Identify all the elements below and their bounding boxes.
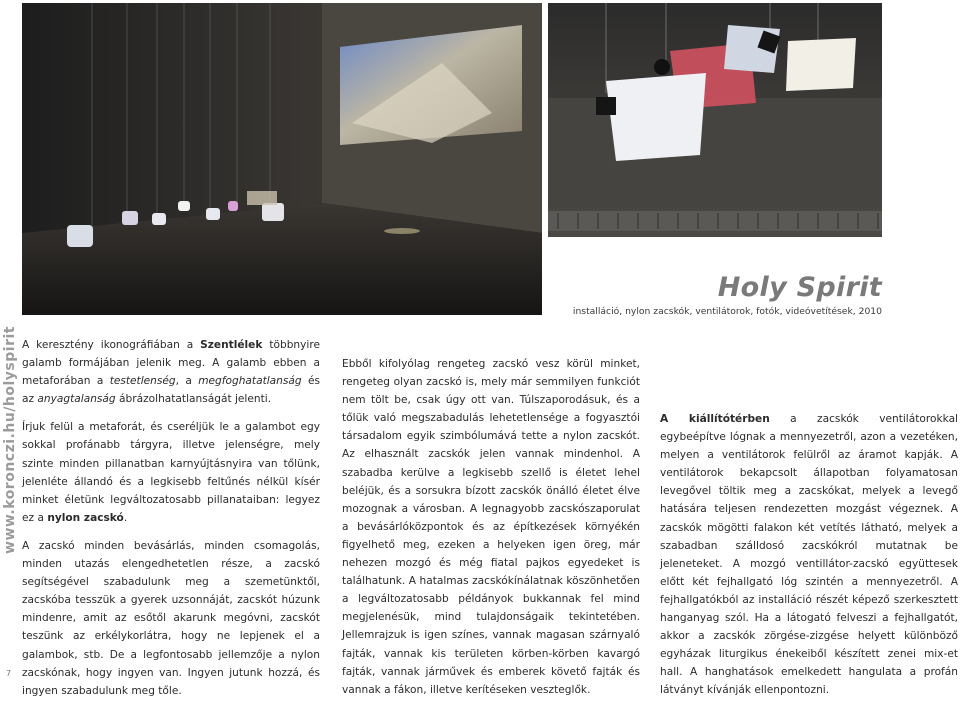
text-run: a zacskók ventilátorokkal egybeépítve lógnak a mennyezetről, azon a vezetéken, melyen a ventilátorok felülről az áramot kapják. A ventilátorok bekapcsolt állapotban folyamatosan levegővel töltik meg a zacskókat, melyek a levegő hatására teljesen rendezetten mozgást végeznek. A zacskók mögötti falakon két vetítés látható, melyek a szabadban szálldosó zacskókról mutatnak be jeleneteket. A mozgó ventillátor-zacskó együttesek előtt két fejhallgató lóg szintén a mennyezetről. A fejhallgatókból az installáció részét képező szerkesztett hanganyag szól. Ha a látogató felveszi a fejhallgatót, akkor a zacskók zörgése-zizgése helyett különböző egyházak liturgikus énekeiből készített zenei mix-et hall. A hanghatások emelkedett hangulata a profán látványt kívánják ellenpontozni. [660, 413, 959, 697]
paragraph-bag-uses: A zacskó minden bevásárlás, minden csomagolás, minden utazás elengedhetetlen része, a zacskó segítségével szabadulunk meg a szemetünktől, zacskóba tesszük a gyerek uzsonnáját, zacskót húzunk mindenre, amit az esőtől akarunk megóvni, zacskót teszünk az erkélykorlátra, hogy ne lepjenek el a galambok, stb. De a legfontosabb jellemzője a nylon zacskónak, hogy ingyen van. Ingyen jutunk hozzá, és ingyen szabadulunk meg tőle. [22, 539, 320, 697]
italic-term: testetlenség [109, 375, 176, 388]
italic-term: megfoghatatlanság [198, 375, 302, 388]
text-run: ábrázolhatatlanságát jelenti. [115, 393, 272, 406]
emphasis-szentlelek: Szentlélek [200, 339, 263, 351]
artwork-subtitle: installáció, nylon zacskók, ventilátorok, fotók, videóvetítések, 2010 [572, 306, 882, 317]
page-number: 7 [6, 669, 12, 678]
text-column-3 [660, 410, 958, 710]
text-run: és az [22, 375, 321, 406]
text-run: . [123, 511, 128, 524]
italic-term: anyagtalanság [37, 393, 116, 406]
text-run: A keresztény ikonográfiában a [22, 339, 201, 351]
text-run: Írjuk felül a metaforát, és cseréljük le a galambot egy sokkal profánabb tárgyra, illetve jelenségre, mely szinte minden pillanatban karnyújtásnyira van tőlünk, jelenléte állandó és a legkisebb feltűnés nélkül kísér minket életünk legváltozatosabb pillanataiban: legyez ez a [22, 421, 320, 524]
text-column-2 [342, 355, 640, 709]
paragraph-exhibition [660, 410, 958, 700]
gallery-scene-illustration [22, 3, 542, 315]
bags-closeup-illustration [548, 3, 882, 237]
text-column-1 [22, 336, 320, 710]
paragraph-bag-ecology: Ebből kifolyólag rengeteg zacskó vesz körül minket, rengeteg olyan zacskó is, mely már semmilyen funkciót nem tölt be, csak úgy ott van. Túlszaporodásuk, és a tőlük való megszabadulás lehetetlensége a fogyasztói társadalom egyik szimbólumává tette a nylon zacskót. Az elhasznált zacskók jelen vannak mindenhol. A szabadba kerülve a legkisebb szellő is életet lehel beléjük, és a sorsukra bízott zacskók önálló életet élve mozognak a városban. A legnagyobb zacskószaporulat a bevásárlóközpontok és az építkezések környékén figyelhető meg, ezeken a helyeken igen öreg, már nehezen mozgó és még fiatal pajkos egyedeket is találhatunk. A hatalmas zacskókínálatnak köszönhetően a legváltozatosabb példányok bukkannak fel mind megjelenésük, mind tulajdonságaik tekintetében. Jellemrajzuk is igen színes, vannak magasan szárnyaló fajták, vannak kis területen körben-körben kavargó fajták, vannak járművek és emberek követő fajták és vannak a fákon, illetve kerítéseken veszteglők. [342, 358, 640, 696]
installation-photo-gallery [22, 3, 542, 315]
paragraph-intro [22, 336, 320, 408]
installation-photo-closeup [548, 3, 882, 237]
artwork-title: Holy Spirit [717, 272, 882, 303]
website-url-text: www.koronczi.hu/holyspirit [2, 326, 18, 554]
text-run: , a [175, 375, 199, 388]
emphasis-kiallitoterben: A kiállítótérben [660, 413, 770, 425]
emphasis-nylon-zacsko: nylon zacskó [47, 511, 124, 524]
paragraph-metaphor [22, 418, 320, 527]
website-url-vertical [0, 300, 20, 570]
text-run: többnyire galamb formájában jelenik meg. A galamb ebben a metaforában a [22, 339, 320, 388]
